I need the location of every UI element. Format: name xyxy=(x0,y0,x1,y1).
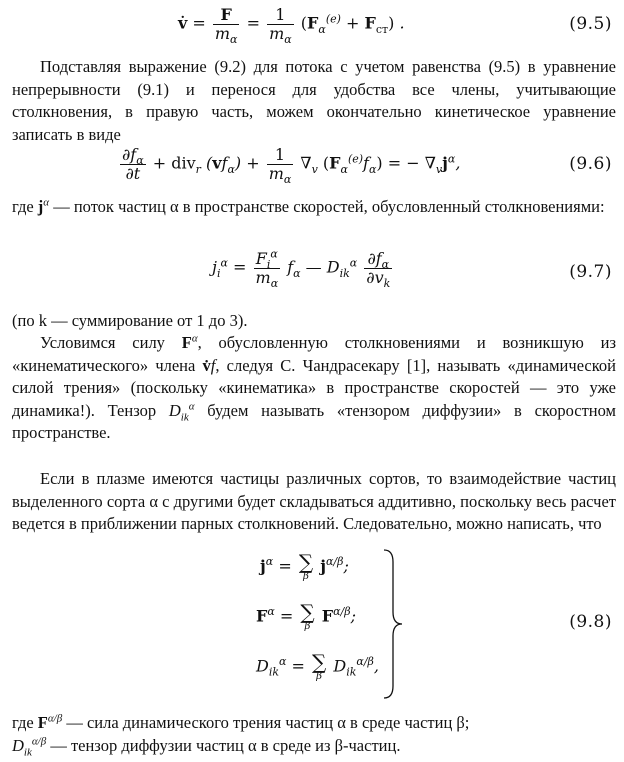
paragraph-continuity: Подставляя выражение (9.2) для потока с учетом равенства (9.5) в уравнение непрерывности (9.1) и перенося для удобства все члены, учитывающие столкновения, в правую часть, можем окончательно кинетическое уравнение записать в виде xyxy=(12,57,616,144)
equation-9-5 xyxy=(0,6,624,48)
paragraph-final-definitions: где $F^{\alpha/\beta}$ — сила динамического трения частиц α в среде частиц β; $D_{ik}^{\alpha/\beta}$ — тензор диффузии частиц α в среде из β-частиц. xyxy=(12,712,470,758)
equation-number-9-8: (9.8) xyxy=(569,612,612,632)
equation-number-9-5: (9.5) xyxy=(569,14,612,34)
equation-9-8-line-j: $j^\alpha$ = ∑ β $j^{\alpha/\beta}$; xyxy=(260,550,349,582)
paragraph-summation-note: (по k — суммирование от 1 до 3). xyxy=(12,311,248,330)
paragraph-final-where: где xyxy=(12,713,34,732)
paragraph-final-diffusion: — тензор диффузии частиц α в среде из β-частиц. xyxy=(50,735,401,755)
paragraph-friction-c: , следуя С. Чандрасекару [1], называть «динамической силой трения» (поскольку «кинематика» в пространстве скоростей — это уже динамика!). Тензор xyxy=(12,355,617,420)
paragraph-flux-text: — поток частиц α в пространстве скоростей, обусловленный столкновениями: xyxy=(53,197,605,216)
equation-9-6-body: $\frac{\partial f_\alpha}{\partial t}$ + div$_r$ $(vf_\alpha)$ + $\frac{1}{m_\alpha}$ $\nabla_v$ $(F_\alpha^{(e)}f_\alpha)$ = − $\nabla_vj^\alpha$, xyxy=(122,145,461,186)
equation-9-8-line-d: $D_{ik}^\alpha$ = ∑ β $D_{ik}^{\alpha/\beta}$, xyxy=(256,650,380,682)
paragraph-friction-a: Условимся силу xyxy=(40,333,165,352)
paragraph-multispecies: Если в плазме имеются частицы различных сортов, то взаимодействие частиц выделенного сорта α с другими будет складываться аддитивно, поскольку весь расчет ведется в приближении парных столкновений. Следовательно, можно написать, что xyxy=(12,469,616,533)
paragraph-friction-force: Условимся силу $F^\alpha$, обусловленную столкновениями и возникшую из «кинематического» члена v̇f, следуя С. Чандрасекару [1], называть «динамической силой трения» (поскольку «кинематика» в пространстве скоростей — это уже динамика!). Тензор $D_{ik}^\alpha$ будем называть «тензором диффузии» в скоростном пространстве. xyxy=(12,332,617,442)
paragraph-flux-where: где xyxy=(12,197,34,216)
equation-9-7-body: $j_i^\alpha$ = $\frac{F_i^\alpha}{m_\alpha}$ $f_\alpha$ — $D_{ik}^\alpha$ $\frac{\partial f_\alpha}{\partial v_k}$ xyxy=(212,247,391,290)
paragraph-friction-b: , обусловленную столкновениями и возникшую из «кинематического» члена xyxy=(12,333,617,375)
equation-9-5-body: v̇ = $\frac{F}{m_\alpha}$ = $\frac{1}{m_\alpha}$ $(F_\alpha^{(e)} + F_{ст})$ . xyxy=(178,5,405,46)
equation-9-8-number-row xyxy=(0,612,624,642)
equation-9-6 xyxy=(0,146,624,188)
equation-number-9-6: (9.6) xyxy=(569,154,612,174)
equation-9-7 xyxy=(0,247,624,296)
paragraph-friction-d: будем называть «тензором диффузии» в скоростном пространстве. xyxy=(12,400,616,442)
equation-number-9-7: (9.7) xyxy=(569,262,612,282)
equation-9-8-line-f: $F^\alpha$ = ∑ β $F^{\alpha/\beta}$; xyxy=(256,600,356,632)
paragraph-flux-definition: где $j^\alpha$ — поток частиц α в пространстве скоростей, обусловленный столкновениями: xyxy=(12,196,605,216)
paragraph-final-friction: — сила динамического трения частиц α в среде частиц β; xyxy=(66,713,470,732)
